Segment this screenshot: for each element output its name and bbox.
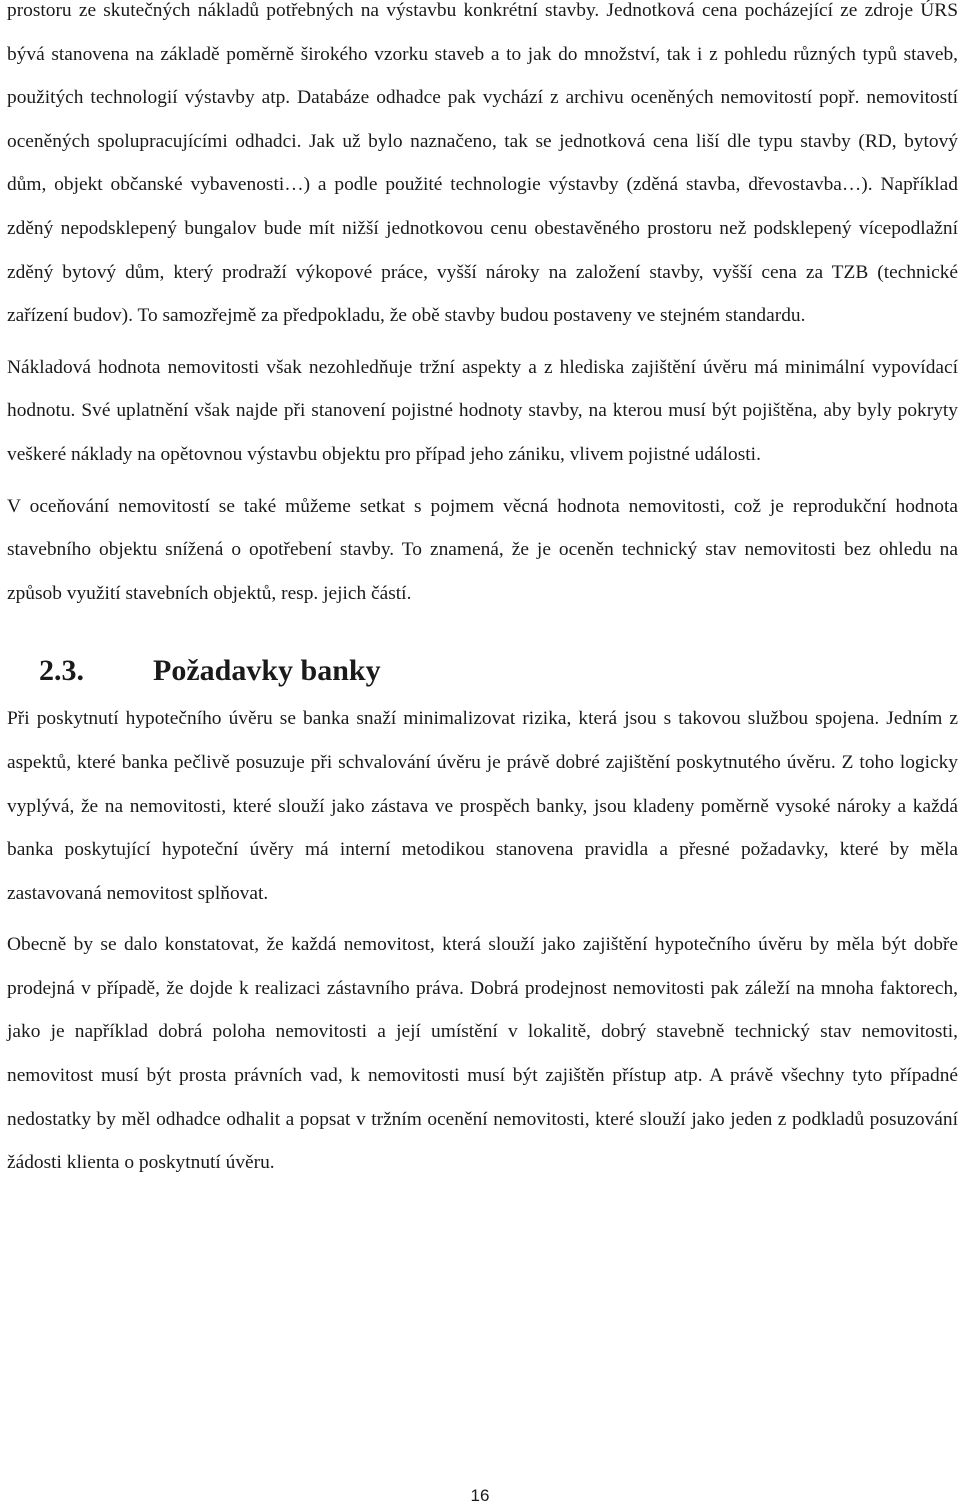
document-page xyxy=(7,0,958,1185)
paragraph-material-value: V oceňování nemovitostí se také můžeme setkat s pojmem věcná hodnota nemovitosti, což je reprodukční hodnota stavebního objektu snížená o opotřebení stavby. To znamená, že je oceněn technický stav nemovitosti bez ohledu na způsob využití stavebních objektů, resp. jejich částí. xyxy=(7,495,958,604)
paragraph-marketability: Obecně by se dalo konstatovat, že každá nemovitost, která slouží jako zajištění hypotečního úvěru by měla být dobře prodejná v případě, že dojde k realizaci zástavního práva. Dobrá prodejnost nemovitosti pak záleží na mnoha faktorech, jako je například dobrá poloha nemovitosti a její umístění v lokalitě, dobrý stavebně technický stav nemovitosti, nemovitost musí být prosta právních vad, k nemovitosti musí být zajištěn přístup atp. A právě všechny tyto případné nedostatky by měl odhadce odhalit a popsat v tržním ocenění nemovitosti, které slouží jako jeden z podkladů posuzování žádosti klienta o poskytnutí úvěru. xyxy=(7,934,958,1174)
paragraph-cost-value: Nákladová hodnota nemovitosti však nezohledňuje tržní aspekty a z hlediska zajištění úvěru má minimální vypovídací hodnotu. Své uplatnění však najde při stanovení pojistné hodnoty stavby, na kterou musí být pojištěna, aby byly pokryty veškeré náklady na opětovnou výstavbu objektu pro případ jeho zániku, vlivem pojistné události. xyxy=(7,356,958,465)
section-title: Požadavky banky xyxy=(153,654,381,688)
section-number: 2.3. xyxy=(39,654,84,688)
section-heading xyxy=(7,651,958,691)
page-number: 16 xyxy=(470,1486,490,1505)
paragraph-unit-cost: prostoru ze skutečných nákladů potřebných na výstavbu konkrétní stavby. Jednotková cena pocházející ze zdroje ÚRS bývá stanovena na základě poměrně širokého vzorku staveb a to jak do množství, tak i z pohledu různých typů staveb, použitých technologií výstavby atp. Databáze odhadce pak vychází z archivu oceněných nemovitostí popř. nemovitostí oceněných spolupracujícími odhadci. Jak už bylo naznačeno, tak se jednotková cena liší dle typu stavby (RD, bytový dům, objekt občanské vybavenosti…) a podle použité technologie výstavby (zděná stavba, dřevostavba…). Například zděný nepodsklepený bungalov bude mít nižší jednotkovou cenu obestavěného prostoru než podsklepený vícepodlažní zděný bytový dům, který prodraží výkopové práce, vyšší nároky na založení stavby, vyšší cena za TZB (technické zařízení budov). To samozřejmě za předpokladu, že obě stavby budou postaveny ve stejném standardu. xyxy=(7,0,958,327)
paragraph-bank-requirements: Při poskytnutí hypotečního úvěru se banka snaží minimalizovat rizika, která jsou s takovou službou spojena. Jedním z aspektů, které banka pečlivě posuzuje při schvalování úvěru je právě dobré zajištění poskytnutého úvěru. Z toho logicky vyplývá, že na nemovitosti, které slouží jako zástava ve prospěch banky, jsou kladeny poměrně vysoké nároky a každá banka poskytující hypoteční úvěry má interní metodikou stanovena pravidla a přesné požadavky, které by měla zastavovaná nemovitost splňovat. xyxy=(7,708,958,904)
